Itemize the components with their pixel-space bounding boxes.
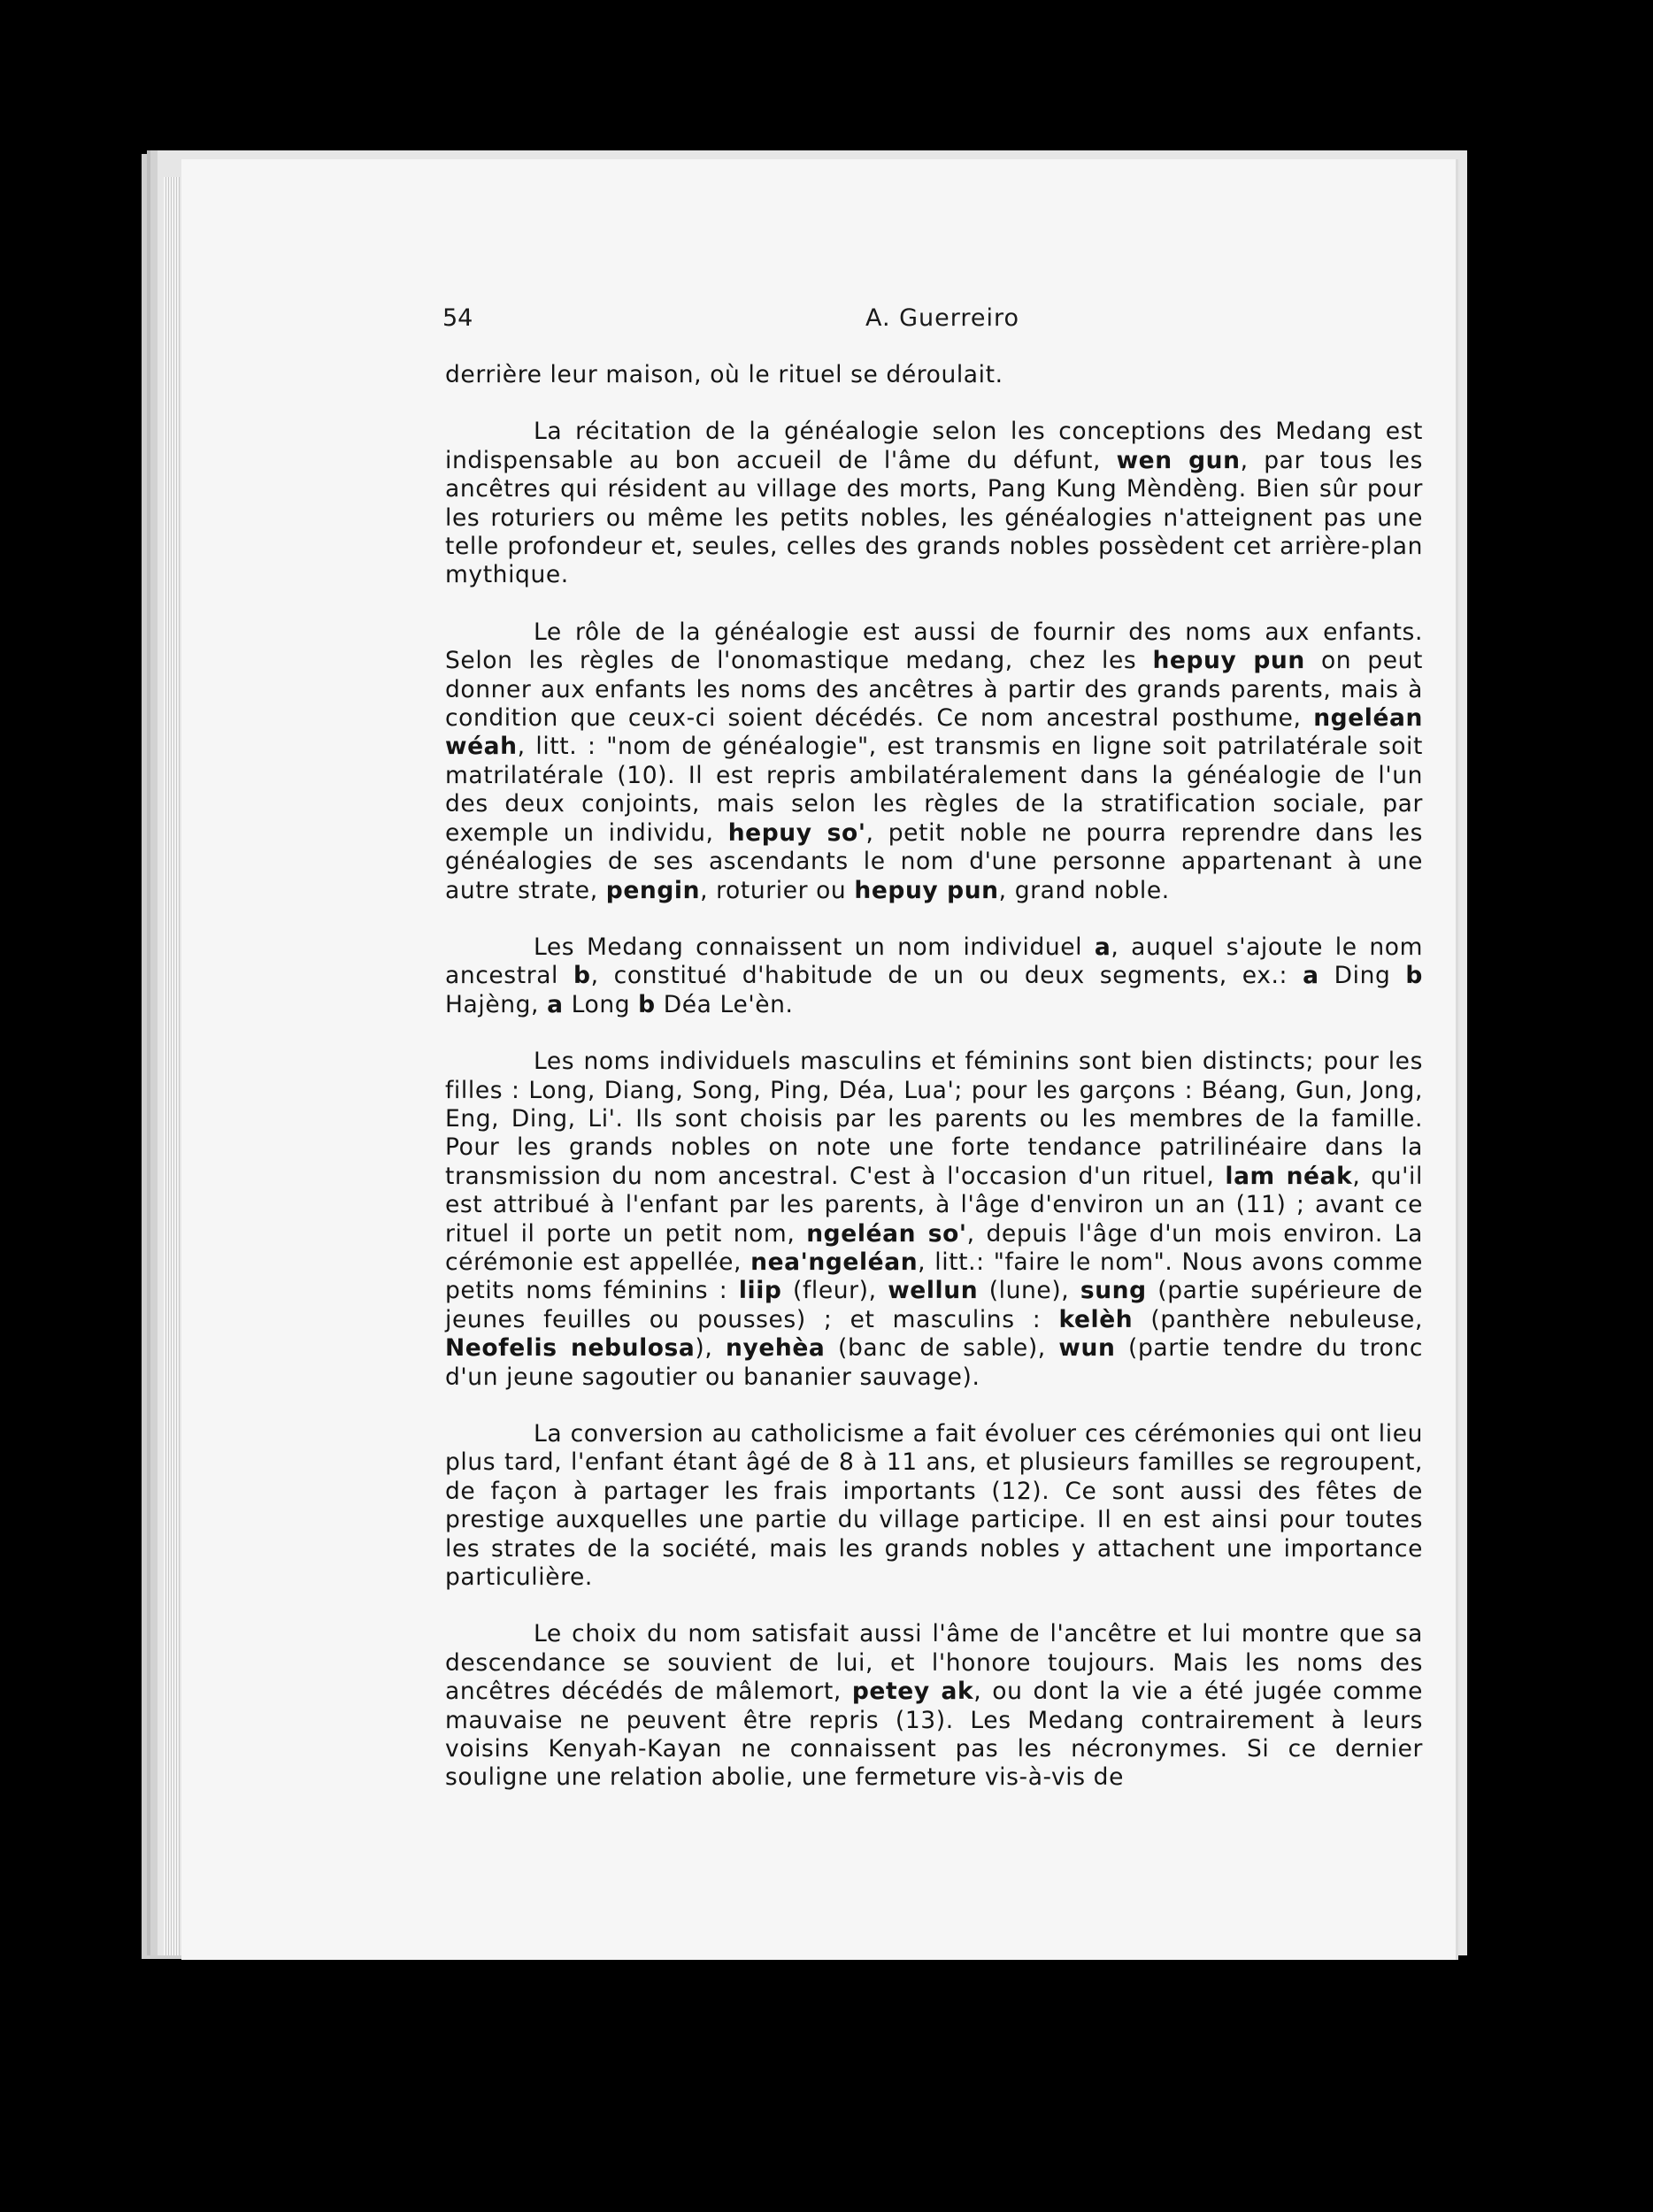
text-run: , roturier ou (700, 876, 855, 904)
paragraph (445, 361, 1423, 389)
text-run: (fleur), (781, 1277, 888, 1305)
text-run: (lune), (978, 1277, 1080, 1305)
bold-term: a (547, 990, 564, 1018)
text-run: , auquel s'ajoute le nom ancestral (445, 933, 1423, 990)
bold-term: b (1405, 962, 1423, 990)
text-run: Ding (1319, 962, 1406, 990)
page-edges (164, 177, 180, 1955)
paragraph (445, 1620, 1423, 1792)
text-run: , petit noble ne pourra reprendre dans les généalogies de ses ascendants le nom d'une personne appartenant à une autre strate, (445, 818, 1423, 904)
text-run: , depuis l'âge d'un mois environ. La cérémonie est appellée, (445, 1219, 1423, 1276)
bold-term: hepuy so' (727, 818, 866, 847)
bold-term: petey ak (851, 1678, 974, 1706)
paragraph (445, 933, 1423, 1019)
body-text (445, 361, 1423, 1793)
text-run: Les Medang connaissent un nom individuel (534, 933, 1095, 961)
text-run: Long (563, 990, 639, 1018)
text-run: , litt.: "faire le nom". Nous avons comme petits noms féminins : (445, 1248, 1424, 1305)
text-run: , constitué d'habitude de un ou deux segments, ex.: (590, 962, 1303, 990)
bold-term: hepuy pun (1152, 647, 1305, 675)
bold-term: pengin (605, 876, 701, 904)
bold-term: wen gun (1116, 446, 1241, 474)
text-run: ), (695, 1334, 726, 1363)
text-run: Les noms individuels masculins et féminins sont bien distincts; pour les filles : Long, Diang, Song, Ping, Déa, Lua'; pour les garçons : Béang, Gun, Jong, Eng, Ding, Li'. Ils sont choisis par les parents ou les membres de la famille. Pour les grands nobles on note une forte tendance patrilinéaire dans la transmission du nom ancestral. C'est à l'occasion d'un rituel, (445, 1048, 1423, 1190)
text-run: Hajèng, (445, 990, 548, 1018)
text-run: , qu'il est attribué à l'enfant par les parents, à l'âge d'environ un an (11) ; avant ce rituel il porte un petit nom, (445, 1162, 1423, 1248)
bold-term: wellun (888, 1277, 979, 1305)
text-run: Le rôle de la généalogie est aussi de fournir des noms aux enfants. Selon les règles de l'onomastique medang, chez les (445, 618, 1423, 675)
text-run: (partie supérieure de jeunes feuilles ou pousses) ; et masculins : (445, 1277, 1423, 1333)
bold-term: lam néak (1225, 1162, 1353, 1190)
paragraph (445, 418, 1423, 589)
text-run: Déa Le'èn. (655, 990, 794, 1018)
bold-term: b (638, 990, 656, 1018)
bold-term: Neofelis nebulosa (445, 1334, 696, 1363)
text-run: La récitation de la généalogie selon les conceptions des Medang est indispensable au bon accueil de l'âme du défunt, (445, 418, 1423, 474)
text-run: (banc de sable), (825, 1334, 1059, 1363)
text-run: , ou dont la vie a été jugée comme mauvaise ne peuvent être repris (13). Les Medang contrairement à leurs voisins Kenyah-Kayan ne connaissent pas les nécronymes. Si ce dernier souligne une relation abolie, une fermeture vis-à-vis de (445, 1678, 1424, 1792)
bold-term: ngeléan wéah (445, 704, 1423, 761)
bold-term: hepuy pun (854, 876, 999, 904)
text-run: Le choix du nom satisfait aussi l'âme de l'ancêtre et lui montre que sa descendance se souvient de lui, et l'honore toujours. Mais les noms des ancêtres décédés de mâlemort, (445, 1620, 1423, 1706)
text-run: on peut donner aux enfants les noms des ancêtres à partir des grands parents, mais à condition que ceux-ci soient décédés. Ce nom ancestral posthume, (445, 647, 1423, 733)
paragraph (445, 1420, 1423, 1592)
text-run: , grand noble. (998, 876, 1170, 904)
bold-term: nyehèa (725, 1334, 826, 1363)
paragraph (445, 1048, 1423, 1392)
bold-term: liip (738, 1277, 782, 1305)
bold-term: sung (1080, 1277, 1147, 1305)
text-run: La conversion au catholicisme a fait évoluer ces cérémonies qui ont lieu plus tard, l'enfant étant âgé de 8 à 11 ans, et plusieurs familles se regroupent, de façon à partager les frais importants (12). Ce sont aussi des fêtes de prestige auxquelles une partie du village participe. Il en est ainsi pour toutes les strates de la société, mais les grands nobles y attachent une importance particulière. (445, 1420, 1423, 1592)
bold-term: kelèh (1058, 1305, 1134, 1333)
running-head: A. Guerreiro (865, 304, 1020, 332)
text-run: (panthère nebuleuse, (1133, 1305, 1423, 1333)
bold-term: wun (1058, 1334, 1116, 1363)
page-number: 54 (442, 304, 473, 332)
bold-term: b (573, 962, 591, 990)
text-run: , litt. : "nom de généalogie", est transmis en ligne soit patrilatérale soit matrilatérale (10). Il est repris ambilatéralement dans la généalogie de l'un des deux conjoints, mais selon les règles de la stratification sociale, par exemple un individu, (445, 733, 1423, 847)
bold-term: a (1303, 962, 1319, 990)
text-run: (partie tendre du tronc d'un jeune sagoutier ou bananier sauvage). (445, 1334, 1423, 1391)
paragraph (445, 618, 1423, 905)
text-run: derrière leur maison, où le rituel se déroulait. (445, 361, 1003, 388)
text-run: , par tous les ancêtres qui résident au village des morts, Pang Kung Mèndèng. Bien sûr pour les roturiers ou même les petits nobles, les généalogies n'atteignent pas une telle profondeur et, seules, celles des grands nobles possèdent cet arrière-plan mythique. (445, 446, 1423, 589)
bold-term: ngeléan so' (806, 1219, 967, 1248)
bold-term: nea'ngeléan (750, 1248, 919, 1276)
page-header (442, 304, 1442, 340)
bold-term: a (1094, 933, 1111, 961)
